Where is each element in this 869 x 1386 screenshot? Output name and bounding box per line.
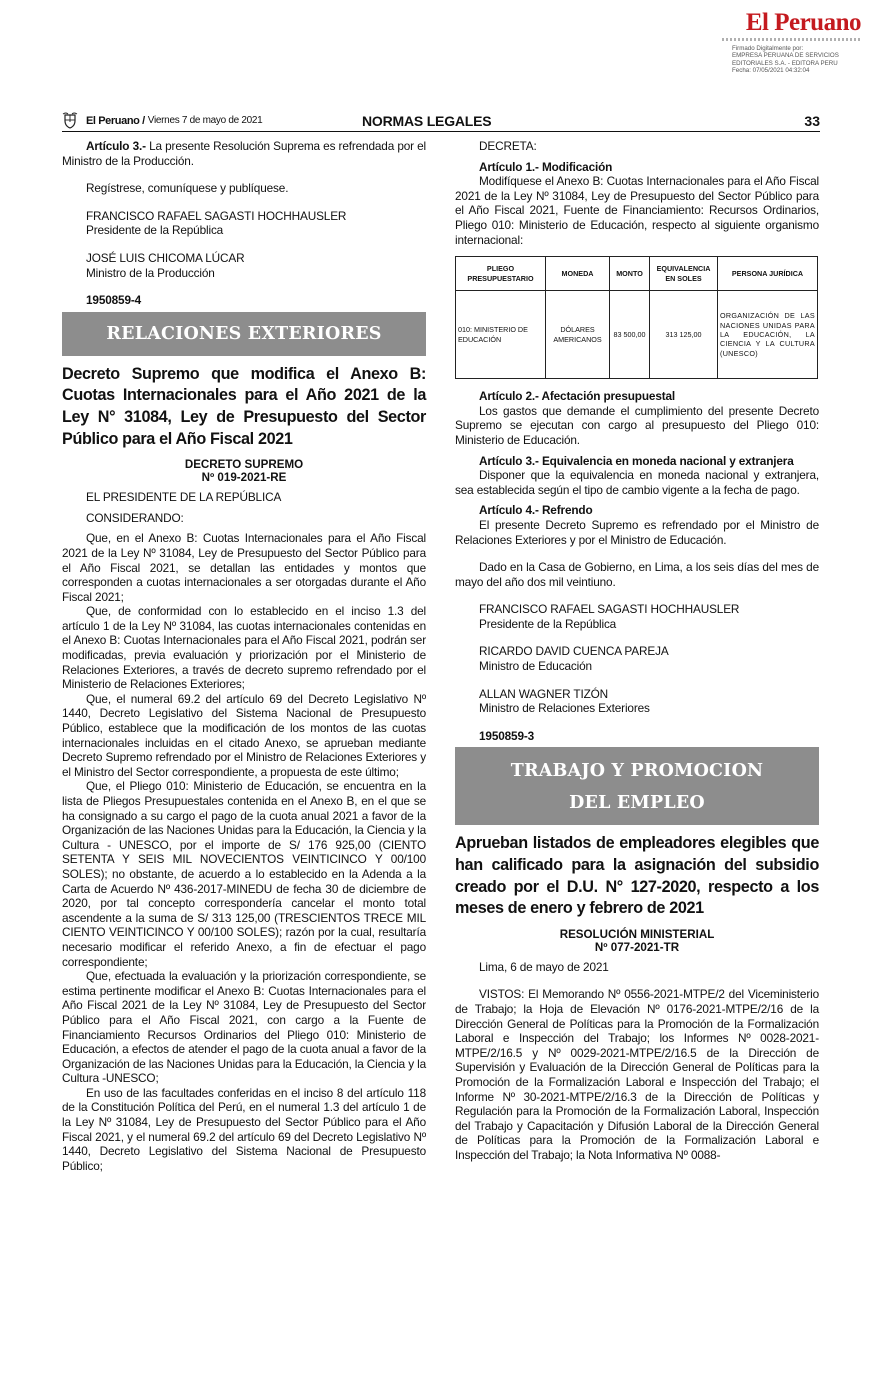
publish-line: Regístrese, comuníquese y publíquese. bbox=[86, 181, 289, 196]
el-peruano-logo: El Peruano bbox=[745, 9, 861, 36]
resolution-date: Lima, 6 de mayo de 2021 bbox=[479, 959, 609, 974]
considerando-paragraph: Que, efectuada la evaluación y la priorización correspondiente, se estima pertinente modificar el Anexo B: Cuotas Internacionales para el Año Fiscal 2021 de la Ley Nº 31084, Ley de Presupuesto del Sector Público para el Año Fiscal 2021, con cargo a la Fuente de Financiamiento Recursos Ordinarios del Pliego 010: Ministerio de Educación, a efectos de atender el pago de la cuota anual a favor de la Organización de las Naciones Unidas para la Educación, la Ciencia y la Cultura -UNESCO; bbox=[62, 969, 426, 1086]
president-line: EL PRESIDENTE DE LA REPÚBLICA bbox=[86, 490, 282, 505]
signatory-role: Presidente de la República bbox=[86, 223, 224, 238]
table-header: PLIEGO PRESUPUESTARIO bbox=[456, 257, 546, 291]
article-headline: Aprueban listados de empleadores elegibles que han calificado para la asignación del subsidio creado por el D.U. N° 127-2020, respecto a los meses de enero y febrero de 2021 bbox=[455, 834, 819, 918]
considerando-paragraph: En uso de las facultades conferidas en el inciso 8 del artículo 118 de la Constitución Política del Perú, en el numeral 1.3 del artículo 1 de la Ley Nº 31084, Ley de Presupuesto del Sector Público para el Año Fiscal 2021, y el numeral 69.2 del artículo 69 del Decreto Legislativo Nº 1440, Decreto Legislativo del Sistema Nacional de Presupuesto Público; bbox=[62, 1085, 426, 1173]
considerando-paragraph: Que, en el Anexo B: Cuotas Internacionales para el Año Fiscal 2021 de la Ley Nº 31084, Ley de Presupuesto del Sector Público para el Año Fiscal 2021, se detallan las entidades y montos que corresponden a cuotas internacionales a ser otorgadas durante el Año Fiscal 2021; bbox=[62, 531, 426, 604]
digital-signature-block bbox=[732, 45, 862, 75]
signature-line: EDITORIALES S.A. - EDITORA PERU bbox=[732, 59, 838, 67]
resolution-title-line: RESOLUCIÓN MINISTERIAL bbox=[559, 927, 715, 941]
article-title: Artículo 4.- Refrendo bbox=[479, 503, 593, 518]
signatory-role: Presidente de la República bbox=[479, 616, 617, 631]
considerando-paragraph: Que, de conformidad con lo establecido en el inciso 1.3 del artículo 1 de la Ley Nº 31084, las cuotas internacionales contenidas en el Anexo B: Cuotas Internacionales para el Año Fiscal 2021, podrán ser modificadas, previa evaluación y priorización por el Ministerio de Relaciones Exteriores, a través de decreto supremo refrendado por el Ministerio de Relaciones Exteriores; bbox=[62, 604, 426, 692]
table-row bbox=[456, 291, 818, 379]
signature-line: Firmado Digitalmente por: bbox=[732, 45, 804, 52]
table-header: PERSONA JURÍDICA bbox=[718, 257, 818, 291]
decree-title bbox=[62, 458, 426, 484]
table-cell: 83 500,00 bbox=[610, 291, 650, 379]
table-header: MONTO bbox=[610, 257, 650, 291]
signatory-name: FRANCISCO RAFAEL SAGASTI HOCHHAUSLER bbox=[86, 208, 347, 223]
table-cell: ORGANIZACIÓN DE LAS NACIONES UNIDAS PARA LA EDUCACIÓN, LA CIENCIA Y LA CULTURA (UNESCO) bbox=[718, 291, 818, 379]
signatory-name: FRANCISCO RAFAEL SAGASTI HOCHHAUSLER bbox=[479, 602, 740, 617]
signature-line: Fecha: 07/05/2021 04:32:04 bbox=[732, 67, 810, 75]
logo-underline bbox=[722, 38, 861, 41]
document-code: 1950859-4 bbox=[86, 293, 142, 308]
considerando-paragraph: Que, el Pliego 010: Ministerio de Educación, se encuentra en la lista de Pliegos Presupuestales contenida en el Anexo B, en el que se ha consignado a su cargo el pago de la cuota anual 2021 a favor de la Organización de las Naciones Unidas para la Educación, la Ciencia y la Cultura - UNESCO, por el importe de S/ 176 925,00 (CIENTO SETENTA Y SEIS MIL NOVECIENTOS VEINTICINCO Y 00/100 SOLES); no obstante, de acuerdo a lo establecido en la Adenda a la Carta de Acuerdo Nº 436-2017-MINEDU de fecha 30 de diciembre de 2020, por tal concepto correspondería cancelar el monto total ascendente a la suma de S/ 313 125,00 (TRESCIENTOS TRECE MIL CIENTO VEINTICINCO Y 00/100 SOLES); razón por la cual, resultaría necesario modificar el referido Anexo, a fin de efectuar el pago correspondiente; bbox=[62, 779, 426, 969]
article-title: Artículo 1.- Modificación bbox=[479, 159, 613, 174]
table-cell: 010: MINISTERIO DE EDUCACIÓN bbox=[456, 291, 546, 379]
table-header: EQUIVALENCIA EN SOLES bbox=[650, 257, 718, 291]
article-text: Los gastos que demande el cumplimiento del presente Decreto Supremo se ejecutan con cargo al presupuesto del Pliego 010: Ministerio de Educación. bbox=[455, 403, 819, 447]
section-heading-line: DEL EMPLEO bbox=[569, 793, 705, 814]
signatory-role: Ministro de la Producción bbox=[86, 265, 215, 280]
right-column bbox=[455, 139, 819, 1163]
decree-title-line: DECRETO SUPREMO bbox=[184, 458, 304, 472]
section-heading bbox=[455, 747, 819, 825]
given-at-line: Dado en la Casa de Gobierno, en Lima, a los seis días del mes de mayo del año dos mil veintiuno. bbox=[455, 560, 819, 589]
signatory-name: RICARDO DAVID CUENCA PAREJA bbox=[479, 644, 669, 659]
resolution-title bbox=[455, 928, 819, 954]
resolution-number: Nº 077-2021-TR bbox=[594, 940, 680, 954]
signature-line: EMPRESA PERUANA DE SERVICIOS bbox=[732, 52, 839, 60]
table-cell: 313 125,00 bbox=[650, 291, 718, 379]
decree-number: Nº 019-2021-RE bbox=[201, 471, 287, 485]
article-title: Artículo 3.- Equivalencia en moneda nacional y extranjera bbox=[479, 453, 794, 468]
page-header bbox=[62, 110, 820, 132]
decreta-heading: DECRETA: bbox=[479, 139, 537, 153]
article-label: Artículo 3.- bbox=[86, 139, 146, 153]
section-heading-line: TRABAJO Y PROMOCION bbox=[510, 761, 764, 782]
signatory-name: ALLAN WAGNER TIZÓN bbox=[479, 686, 609, 701]
considerando-heading: CONSIDERANDO: bbox=[86, 510, 184, 525]
table-header-row bbox=[456, 257, 818, 291]
table-cell: DÓLARES AMERICANOS bbox=[546, 291, 610, 379]
signatory-name: JOSÉ LUIS CHICOMA LÚCAR bbox=[86, 250, 245, 265]
header-date: Viernes 7 de mayo de 2021 bbox=[147, 115, 263, 126]
coat-of-arms-icon bbox=[62, 112, 78, 129]
quota-table bbox=[455, 256, 818, 379]
article-headline: Decreto Supremo que modifica el Anexo B: Cuotas Internacionales para el Año 2021 de la Ley N° 31084, Ley de Presupuesto del Sector Público para el Año Fiscal 2021 bbox=[62, 364, 426, 448]
article-text: Modifíquese el Anexo B: Cuotas Internacionales para el Año Fiscal 2021 de la Ley Nº 31084, Ley de Presupuesto del Sector Público para el Año Fiscal 2021, Fuente de Financiamiento: Recursos Ordinarios, Pliego 010: Ministerio de Educación, respecto al siguiente organismo internacional: bbox=[455, 174, 819, 247]
document-code: 1950859-3 bbox=[479, 728, 535, 743]
article-title: Artículo 2.- Afectación presupuestal bbox=[479, 389, 676, 404]
left-column bbox=[62, 139, 426, 1173]
article-text: Disponer que la equivalencia en moneda nacional y extranjera, sea establecida según el tipo de cambio vigente a la fecha de pago. bbox=[455, 468, 819, 497]
considerando-paragraph: Que, el numeral 69.2 del artículo 69 del Decreto Legislativo Nº 1440, Decreto Legislativo del Sistema Nacional de Presupuesto Público, establece que la modificación de los montos de las cuotas internacionales incluidas en el citado Anexo, se aprueban mediante Decreto Supremo refrendado por el Ministro de Relaciones Exteriores y el Ministro del Sector correspondiente, a propuesta de este último; bbox=[62, 691, 426, 779]
section-heading: RELACIONES EXTERIORES bbox=[62, 312, 426, 356]
page-number: 33 bbox=[804, 112, 820, 129]
header-paper-name: El Peruano / bbox=[86, 114, 145, 127]
signatory-role: Ministro de Educación bbox=[479, 659, 592, 674]
table-header: MONEDA bbox=[546, 257, 610, 291]
signatory-role: Ministro de Relaciones Exteriores bbox=[479, 701, 650, 716]
article-text: La presente Resolución Suprema es refrendada por el Ministro de la Producción. bbox=[62, 139, 427, 168]
article-text: El presente Decreto Supremo es refrendado por el Ministro de Relaciones Exteriores y por el Ministro de Educación. bbox=[455, 517, 819, 547]
header-section: NORMAS LEGALES bbox=[362, 112, 492, 129]
vistos-paragraph: VISTOS: El Memorando Nº 0556-2021-MTPE/2 del Viceministerio de Trabajo; la Hoja de Elevación Nº 0176-2021-MTPE/2/16 de la Dirección General de Políticas para la Promoción de la Formalización Laboral e Inspección del Trabajo; los Informes Nº 0028-2021-MTPE/2/16.5 y Nº 0029-2021-MTPE/2/16.5 de la Dirección de Supervisión y Evaluación de la Dirección General de Políticas para la Promoción de la Formalización Laboral e Inspección del Trabajo; el Informe Nº 30-2021-MTPE/2/16.3 de la Dirección de Políticas y Regulación para la Promoción de la Formalización Laboral, Inspección del Trabajo y Capacitación y Difusión Laboral de la Dirección General de Políticas para la Promoción de la Formalización Laboral e Inspección del Trabajo; la Nota Informativa Nº 0088- bbox=[455, 987, 819, 1162]
article-3-paragraph bbox=[62, 139, 426, 168]
